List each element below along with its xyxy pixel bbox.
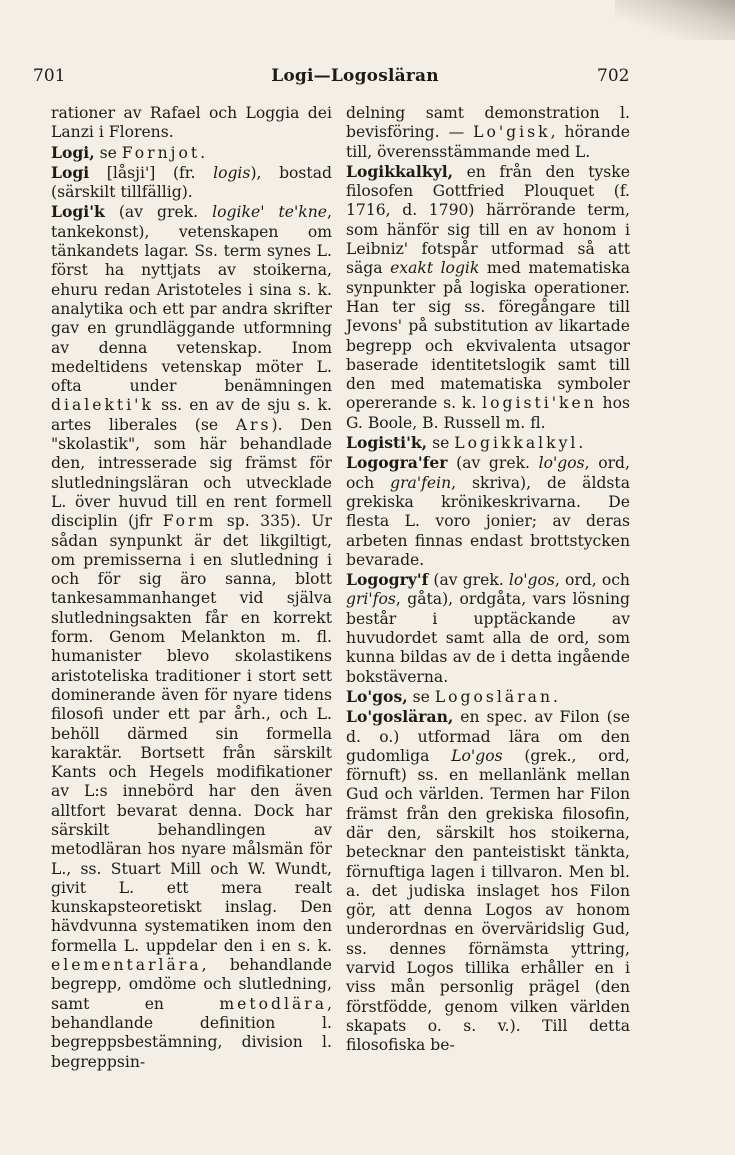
entry-logogryf: Logogry'f (av grek. lo'gos, ord, och gri'fos, gåta), ordgåta, vars lösning består i upptäckande av huvudordet samt alla de ord, som kunna bildas av de i detta ingående bokstäverna. xyxy=(346,570,630,686)
entry-logistik: Logisti'k, se Logikkalkyl. xyxy=(346,433,584,453)
headword: Logi'k xyxy=(51,202,105,222)
cross-reference: Form xyxy=(162,512,217,531)
cross-reference: Logosläran xyxy=(434,687,554,706)
headword: Lo'gosläran, xyxy=(346,707,454,727)
cross-reference: Logikkalkyl xyxy=(454,434,579,453)
headword: Logogry'f xyxy=(346,570,429,590)
headword: Logi xyxy=(51,162,90,182)
entry-logoslaran: Lo'gosläran, en spec. av Filon (se d. o.) utformad lära om den gudomliga Lo'gos (grek., ord, förnuft) ss. en mellanlänk mellan Gud och världen. Termen har Filon främst från den grekiska filosofin, där den, särskilt hos stoikerna, betecknar den panteistiskt tänkta, förnuftiga lagen i tillvaron. Men bl. a. det judiska inslaget hos Filon gör, att denna Logos av honom underordnas en överväridslig Gud, ss. dennes förnämsta yttring, varvid Logos tillika erhåller en i viss mån personlig prägel (den förstfödde, genom vilken världen skapats o. s. v.). Till detta filosofiska be- xyxy=(346,707,630,1055)
entry-logikkalkyl: Logikkalkyl, en från den tyske filosofen Gottfried Plouquet (f. 1716, d. 1790) härrörande term, som hänför sig till en av honom i Leibniz' fotspår utformad så att säga exakt logik med matematiska synpunkter på logiska operationer. Han ter sig ss. föregångare till Jevons' på substitution av likartade begrepp och ekvivalenta utsagor baserade identitetslogik samt till den med matematiska symboler opererande s. k. logisti'ken hos G. Boole, B. Russell m. fl. xyxy=(346,161,630,432)
page-corner-shadow xyxy=(615,0,735,40)
headword: Logisti'k, xyxy=(346,433,428,453)
entry-logos: Lo'gos, se Logosläran. xyxy=(346,686,558,706)
page-number-right: 702 xyxy=(597,66,630,86)
entry-logografer: Logogra'fer (av grek. lo'gos, ord, och gra'fein, skriva), de äldsta grekiska krönikeskrivarna. De flesta L. voro jonier; av deras arbeten finnas endast brottstycken bevarade. xyxy=(346,453,630,569)
headword: Logogra'fer xyxy=(346,453,448,473)
running-title: Logi—Logosläran xyxy=(271,66,439,86)
entry-logi: Logi, se Fornjot. xyxy=(51,142,206,162)
entry-logi-2: Logi [låsji'] (fr. logis), bostad (särskilt tillfällig). xyxy=(51,162,332,202)
cross-reference: Ars xyxy=(235,415,272,434)
entry-logik: Logi'k (av grek. logike' te'kne, tankekonst), vetenskapen om tänkandets lagar. Ss. term synes L. först ha nyttjats av stoikerna, ehuru redan Aristoteles i sina s. k. analytika och ett par andra skrifter gav en grundläggande utformning av denna vetenskap. Inom medeltidens vetenskap möter L. ofta under benämningen dialekti'k ss. en av de sju s. k. artes liberales (se Ars). Den "skolastik", som här behandlade den, intresserade sig främst för slutledningsläran och utvecklade L. över huvud till en rent formell disciplin (jfr Form sp. 335). Ur sådan synpunkt är det likgiltigt, om premisserna i en slutledning i och för sig äro sanna, blott tankesammanhanget vid själva slutledningsakten får en korrekt form. Genom Melankton m. fl. humanister blevo skolastikens aristoteliska traditioner i stort sett dominerande även för nyare tidens filosofi under ett par årh., och L. behöll därmed sin formella karaktär. Bortsett från särskilt Kants och Hegels modifikationer av L:s innebörd har den även alltfort bevarat denna. Dock har särskilt behandlingen av metodläran hos nyare målsmän för L., ss. Stuart Mill och W. Wundt, givit L. ett mera realt kunskapsteoretiskt inslag. Den hävdvunna systematiken inom den formella L. uppdelar den i en s. k. elementarlära, behandlande begrepp, omdöme och slutledning, samt en metodlära, behandlande definition l. begreppsbestämning, division l. begreppsin- xyxy=(51,202,332,1071)
left-column xyxy=(51,104,332,1072)
headword: Logi, xyxy=(51,142,95,162)
right-column xyxy=(346,104,630,1056)
continued-paragraph: delning samt demonstration l. bevisföring. — Lo'gisk, hörande till, överensstämmande med L. xyxy=(346,104,630,161)
headword: Lo'gos, xyxy=(346,686,408,706)
cross-reference: Fornjot xyxy=(121,143,201,162)
headword: Logikkalkyl, xyxy=(346,161,454,181)
page-header xyxy=(30,60,630,90)
page-number-left: 701 xyxy=(33,66,66,86)
continued-paragraph: rationer av Rafael och Loggia dei Lanzi i Florens. xyxy=(51,104,332,142)
